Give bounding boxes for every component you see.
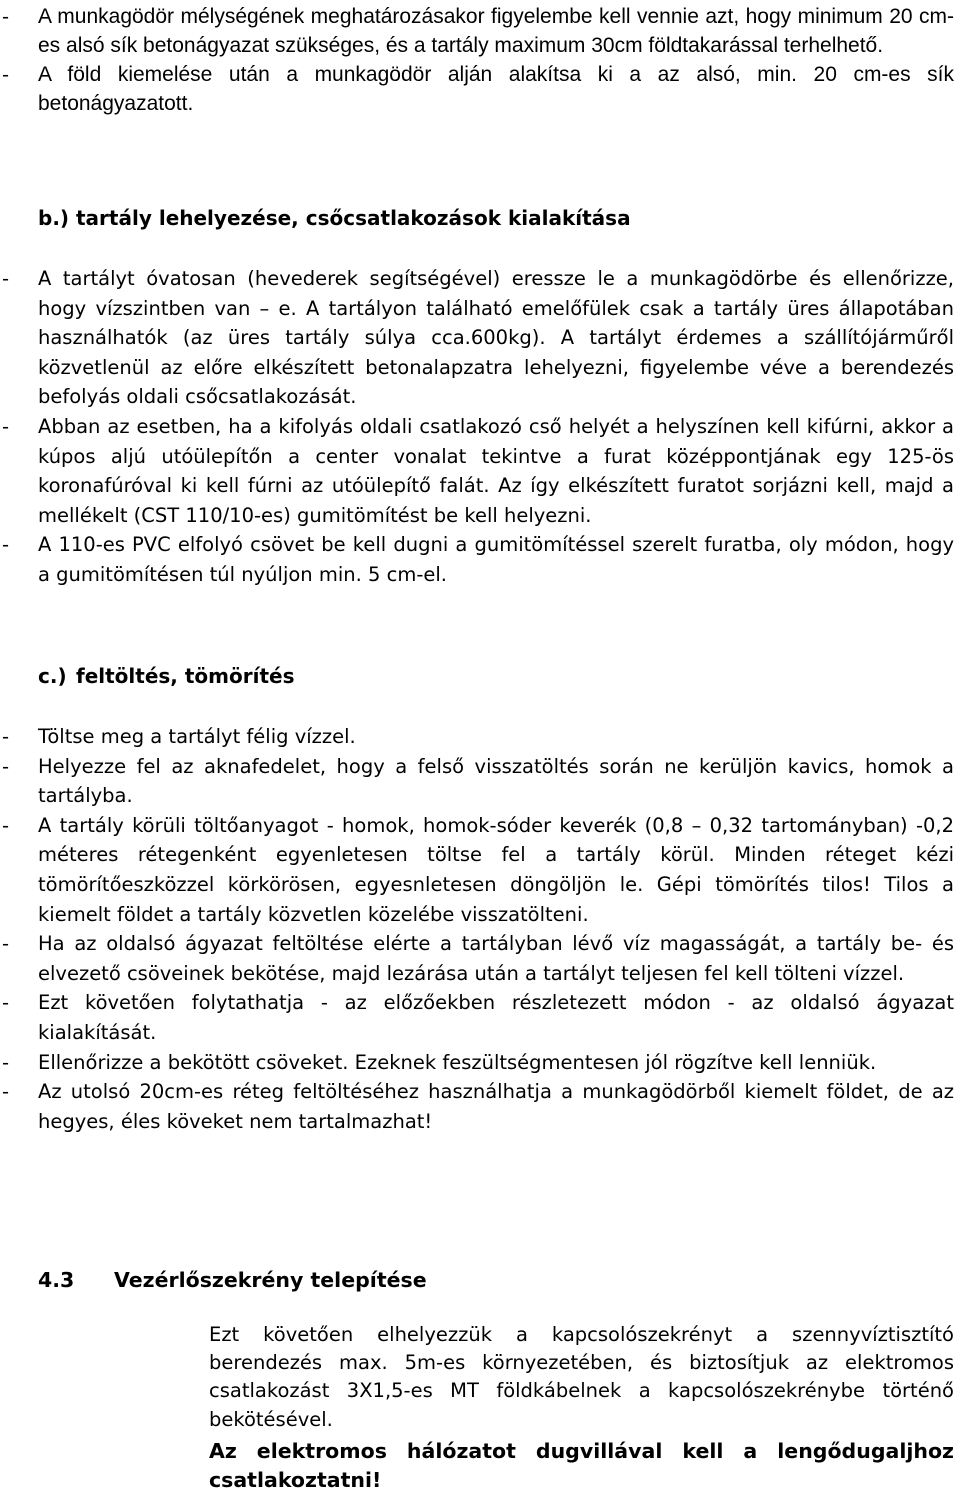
list-item-text: Helyezze fel az aknafedelet, hogy a felső visszatöltés során ne kerüljön kavics, homok a tartályba. — [38, 754, 954, 808]
list-item-text: A tartály körüli töltőanyagot - homok, homok-sóder keverék (0,8 – 0,32 tartományban) -0,2 méteres rétegenként egyenletesen töltse fel a tartály körül. Minden réteget kézi tömörítőeszközzel körkörösen, egyesnletesen döngöljön le. Gépi tömörítés tilos! Tilos a kiemelt földet a tartály közvetlen közelébe visszatölteni. — [38, 813, 954, 926]
list-item-text: Ha az oldalsó ágyazat feltöltése elérte a tartályban lévő víz magasságát, a tartály be- és elvezető csöveinek bekötése, majd lezárása után a tartályt teljesen fel kell tölteni vízzel. — [38, 932, 954, 985]
chapter-bold-paragraph: Az elektromos hálózatot dugvillával kell a lengődugaljhoz csatlakoztatni! — [209, 1438, 954, 1492]
list-item-text: A 110-es PVC elfolyó csövet be kell dugni a gumitömítéssel szerelt furatba, oly módon, hogy a gumitömítésen túl nyúljon min. 5 cm-el. — [38, 533, 954, 586]
dash-marker: - — [2, 414, 10, 438]
list-item-text: A munkagödör mélységének meghatározásakor figyelembe kell vennie azt, hogy minimum 20 cm-es alsó sík betonágyazat szükséges, és a tartály maximum 30cm földtakarással terhelhető. — [38, 5, 954, 57]
list-item — [0, 929, 960, 988]
top-list — [0, 2, 960, 118]
dash-marker: - — [2, 63, 10, 86]
chapter-body — [0, 1321, 960, 1495]
list-item — [0, 988, 960, 1047]
list-item-text: Az utolsó 20cm-es réteg feltöltéséhez használhatja a munkagödörből kiemelt földet, de az hegyes, éles köveket nem tartalmazhat! — [38, 1080, 954, 1133]
list-item-text: Ezt követően folytathatja - az előzőekben részletezett módon - az oldalsó ágyazat kialakítását. — [38, 991, 954, 1044]
dash-marker: - — [2, 932, 10, 956]
section-c-heading — [0, 661, 295, 691]
list-item — [0, 811, 960, 929]
section-c-letter: c.) — [38, 664, 67, 688]
chapter-title: Vezérlőszekrény telepítése — [114, 1268, 427, 1292]
dash-marker: - — [2, 813, 10, 837]
section-b-list — [0, 264, 960, 590]
list-item-text: Abban az esetben, ha a kifolyás oldali csatlakozó cső helyét a helyszínen kell kifúrni, akkor a kúpos aljú utóülepítőn a center vonalat tekintve a furat középpontjának egy 125-ös koronafúróval ki kell fúrni az utóülepítő falát. Az így elkészített furatot sorjázni kell, majd a mellékelt (CST 110/10-es) gumitömítést be kell helyezni. — [38, 414, 954, 527]
chapter-paragraph: Ezt követően elhelyezzük a kapcsolószekrényt a szennyvíztisztító berendezés max. 5m-es környezetében, és biztosítjuk az elektromos csatlakozást 3X1,5-es MT földkábelnek a kapcsolószekrénybe történő bekötésével. — [209, 1323, 954, 1431]
dash-marker: - — [2, 1050, 10, 1074]
list-item — [0, 412, 960, 530]
section-b-letter: b.) — [38, 206, 70, 230]
dash-marker: - — [2, 5, 10, 28]
list-item — [0, 264, 960, 412]
list-item — [0, 2, 960, 60]
section-c-list — [0, 722, 960, 1136]
section-b-title: tartály lehelyezése, csőcsatlakozások kialakítása — [76, 206, 631, 230]
list-item — [0, 1077, 960, 1136]
section-b-heading — [0, 203, 631, 233]
list-item — [0, 722, 960, 752]
dash-marker: - — [2, 725, 10, 748]
list-item — [0, 530, 960, 589]
dash-marker: - — [2, 533, 10, 557]
dash-marker: - — [2, 1080, 10, 1104]
dash-marker: - — [2, 267, 10, 290]
list-item-text: A tartályt óvatosan (hevederek segítségével) eressze le a munkagödörbe és ellenőrizze, hogy vízszintben van – e. A tartályon található emelőfülek csak a tartály üres állapotában használhatók (az üres tartály súlya cca.600kg). A tartályt érdemes a szállítójárműről közvetlenül az előre elkészített betonalapzatra lehelyezni, figyelembe véve a berendezés befolyás oldali csőcsatlakozását. — [38, 267, 954, 409]
chapter-heading — [0, 1265, 427, 1295]
dash-marker: - — [2, 991, 10, 1015]
dash-marker: - — [2, 754, 10, 778]
list-item — [0, 752, 960, 811]
section-c-title: feltöltés, tömörítés — [76, 664, 295, 688]
list-item-text: A föld kiemelése után a munkagödör alján alakítsa ki a az alsó, min. 20 cm-es sík betonágyazatott. — [38, 63, 954, 115]
list-item-text: Töltse meg a tartályt félig vízzel. — [38, 725, 356, 748]
list-item — [0, 1048, 960, 1078]
list-item — [0, 60, 960, 118]
list-item-text: Ellenőrizze a bekötött csöveket. Ezeknek feszültségmentesen jól rögzítve kell lenniük. — [38, 1050, 877, 1074]
chapter-number: 4.3 — [38, 1268, 75, 1292]
